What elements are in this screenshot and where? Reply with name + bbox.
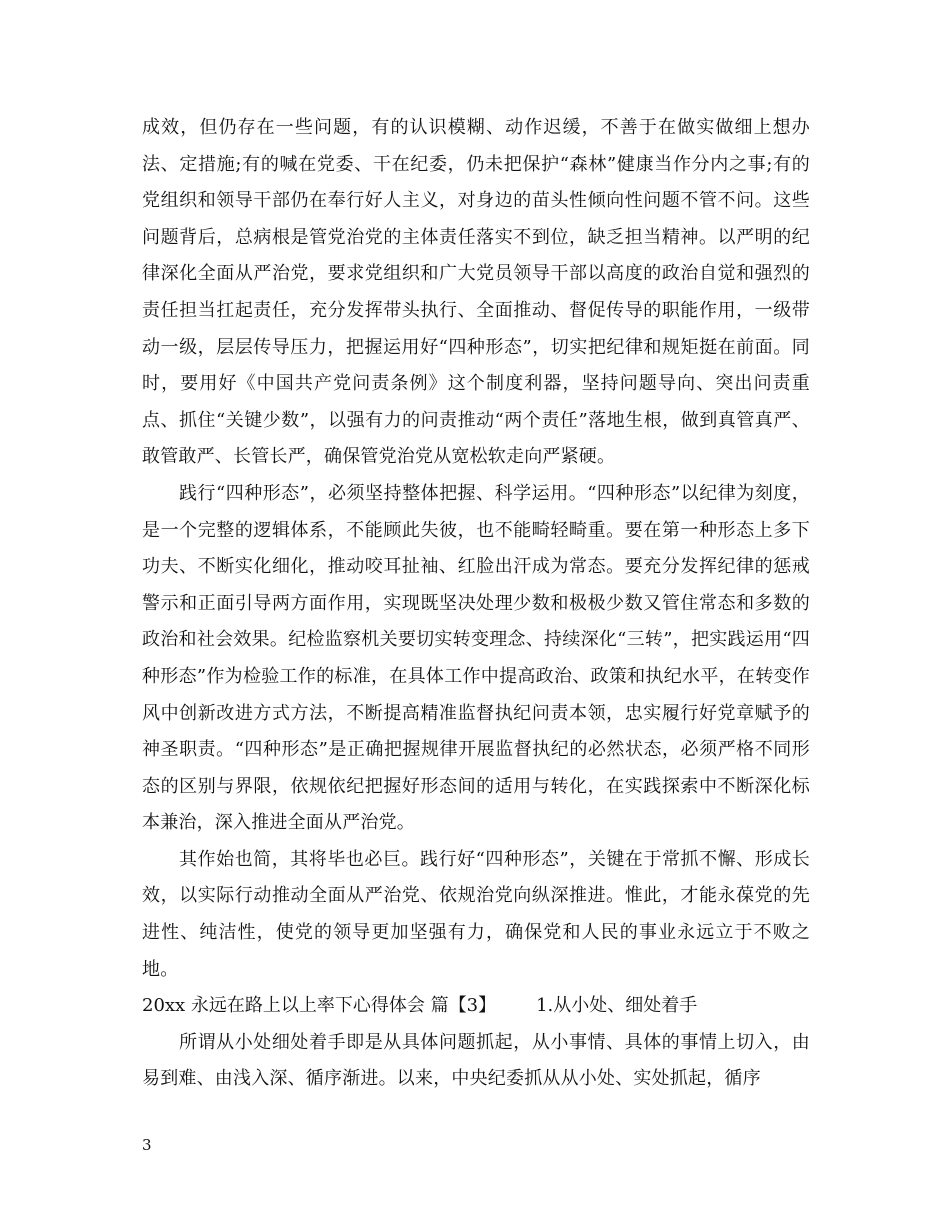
section-heading	[142, 988, 810, 1025]
section-heading-title: 20xx 永远在路上以上率下心得体会 篇【3】	[142, 995, 497, 1017]
paragraph-small-details: 所谓从小处细处着手即是从具体问题抓起，从小事情、具体的事情上切入，由易到难、由浅入深、循序渐进。以来，中央纪委抓从从小处、实处抓起，循序	[142, 1031, 810, 1090]
paragraph-conclusion: 其作始也简，其将毕也必巨。践行好“四种形态”，关键在于常抓不懈、形成长效，以实际行动推动全面从严治党、依规治党向纵深推进。惟此，才能永葆党的先进性、纯洁性，使党的领导更加坚强有力，确保党和人民的事业永远立于不败之地。	[142, 848, 810, 980]
page-number: 3	[142, 1136, 152, 1154]
section-heading-item: 1.从小处、细处着手	[536, 995, 698, 1017]
document-body	[142, 110, 810, 1098]
paragraph-continued: 成效，但仍存在一些问题，有的认识模糊、动作迟缓，不善于在做实做细上想办法、定措施;有的喊在党委、干在纪委，仍未把保护“森林”健康当作分内之事;有的党组织和领导干部仍在奉行好人主义，对身边的苗头性倾向性问题不管不问。这些问题背后，总病根是管党治党的主体责任落实不到位，缺乏担当精神。以严明的纪律深化全面从严治党，要求党组织和广大党员领导干部以高度的政治自觉和强烈的责任担当扛起责任，充分发挥带头执行、全面推动、督促传导的职能作用，一级带动一级，层层传导压力，把握运用好“四种形态”，切实把纪律和规矩挺在前面。同时，要用好《中国共产党问责条例》这个制度利器，坚持问题导向、突出问责重点、抓住“关键少数”，以强有力的问责推动“两个责任”落地生根，做到真管真严、敢管敢严、长管长严，确保管党治党从宽松软走向严紧硬。	[142, 117, 810, 468]
paragraph-practice: 践行“四种形态”，必须坚持整体把握、科学运用。“四种形态”以纪律为刻度，是一个完整的逻辑体系，不能顾此失彼，也不能畸轻畸重。要在第一种形态上多下功夫、不断实化细化，推动咬耳扯袖、红脸出汗成为常态。要充分发挥纪律的惩戒警示和正面引导两方面作用，实现既坚决处理少数和极极少数又管住常态和多数的政治和社会效果。纪检监察机关要切实转变理念、持续深化“三转”，把实践运用“四种形态”作为检验工作的标准，在具体工作中提高政治、政策和执纪水平，在转变作风中创新改进方式方法，不断提高精准监督执纪问责本领，忠实履行好党章赋予的神圣职责。“四种形态”是正确把握规律开展监督执纪的必然状态，必须严格不同形态的区别与界限，依规依纪把握好形态间的适用与转化，在实践探索中不断深化标本兼治，深入推进全面从严治党。	[142, 482, 810, 834]
